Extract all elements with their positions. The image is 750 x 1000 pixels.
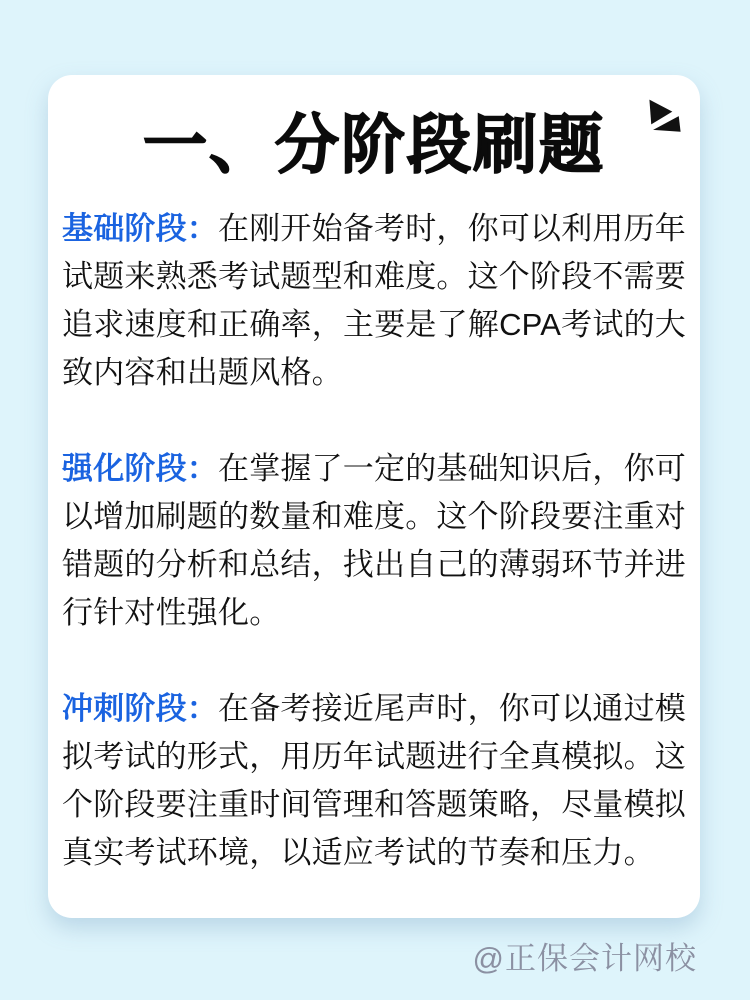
section-sprint bbox=[62, 685, 686, 877]
flash-icon bbox=[643, 97, 687, 139]
section-reinforce bbox=[62, 445, 686, 637]
section-reinforce-body: 在掌握了一定的基础知识后，你可以增加刷题的数量和难度。这个阶段要注重对错题的分析和总结，找出自己的薄弱环节并进行针对性强化。 bbox=[62, 451, 686, 630]
watermark: @正保会计网校 bbox=[472, 941, 697, 976]
content-card bbox=[48, 75, 700, 918]
section-basic-label: 基础阶段： bbox=[62, 211, 218, 246]
section-basic-body: 在刚开始备考时，你可以利用历年试题来熟悉考试题型和难度。这个阶段不需要追求速度和正确率，主要是了解CPA考试的大致内容和出题风格。 bbox=[62, 211, 686, 390]
section-sprint-body: 在备考接近尾声时，你可以通过模拟考试的形式，用历年试题进行全真模拟。这个阶段要注重时间管理和答题策略，尽量模拟真实考试环境，以适应考试的节奏和压力。 bbox=[62, 691, 686, 870]
section-basic bbox=[62, 205, 686, 397]
section-reinforce-label: 强化阶段： bbox=[62, 451, 218, 486]
page-title: 一、分阶段刷题 bbox=[143, 109, 605, 181]
section-sprint-label: 冲刺阶段： bbox=[62, 691, 218, 726]
